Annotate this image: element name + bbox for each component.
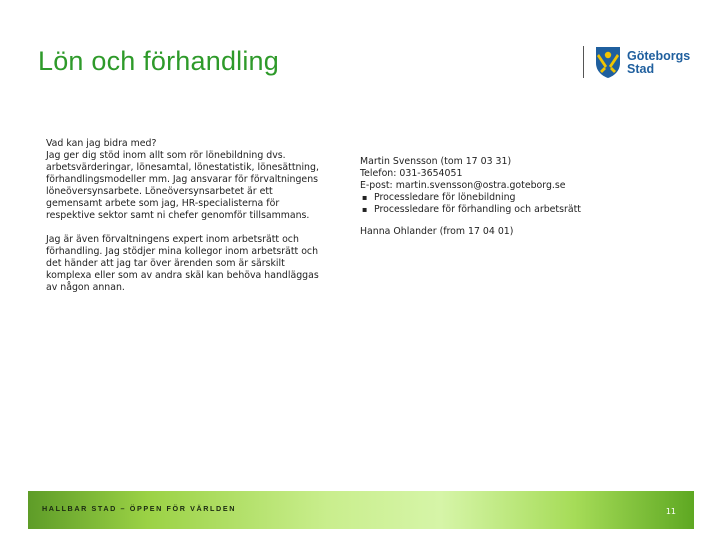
- footer-banner: [28, 491, 694, 529]
- left-line: gemensamt arbete som jag, HR-specialisterna för: [46, 198, 280, 209]
- left-line: komplexa eller som av andra skäl kan behöva handläggas: [46, 270, 319, 281]
- role-item: ▪ Processledare för förhandling och arbetsrätt: [360, 204, 680, 216]
- role-list: [360, 192, 680, 216]
- left-line: arbetsvärderingar, lönesamtal, lönestatistik, lönesättning,: [46, 162, 319, 173]
- logo-line-1: Göteborgs: [627, 49, 691, 63]
- left-text-column: [46, 138, 336, 294]
- role-item: ▪ Processledare för lönebildning: [360, 192, 680, 204]
- left-line: respektive sektor samt ni chefer genomför tillsammans.: [46, 210, 310, 221]
- left-line: det händer att jag tar över ärenden som är särskilt: [46, 258, 285, 269]
- logo-divider: [583, 46, 584, 78]
- logo-wordmark: [627, 50, 690, 76]
- coat-of-arms-icon: [594, 45, 622, 79]
- left-line: av någon annan.: [46, 282, 125, 293]
- contact-email: E-post: martin.svensson@ostra.goteborg.se: [360, 180, 566, 191]
- second-contact: Hanna Ohlander (from 17 04 01): [360, 226, 514, 237]
- page-title: Lön och förhandling: [38, 46, 279, 76]
- left-line: förhandlingsmodeller mm. Jag ansvarar för förvaltningens: [46, 174, 319, 185]
- footer-slogan: HALLBAR STAD – ÖPPEN FÖR VÄRLDEN: [42, 504, 237, 513]
- goteborgs-stad-logo: [594, 45, 694, 81]
- left-line: Jag är även förvaltningens expert inom arbetsrätt och: [46, 234, 299, 245]
- logo-line-2: Stad: [627, 62, 655, 76]
- contact-column: [360, 156, 680, 238]
- contact-name: Martin Svensson (tom 17 03 31): [360, 156, 512, 167]
- left-line: Jag ger dig stöd inom allt som rör lönebildning dvs.: [46, 150, 286, 161]
- left-line: löneöversynsarbete. Löneöversynsarbetet är ett: [46, 186, 273, 197]
- contact-phone: Telefon: 031-3654051: [360, 168, 463, 179]
- left-line: förhandling. Jag stödjer mina kollegor inom arbetsrätt och: [46, 246, 319, 257]
- page-number: 11: [665, 507, 676, 516]
- left-line: Vad kan jag bidra med?: [46, 138, 157, 149]
